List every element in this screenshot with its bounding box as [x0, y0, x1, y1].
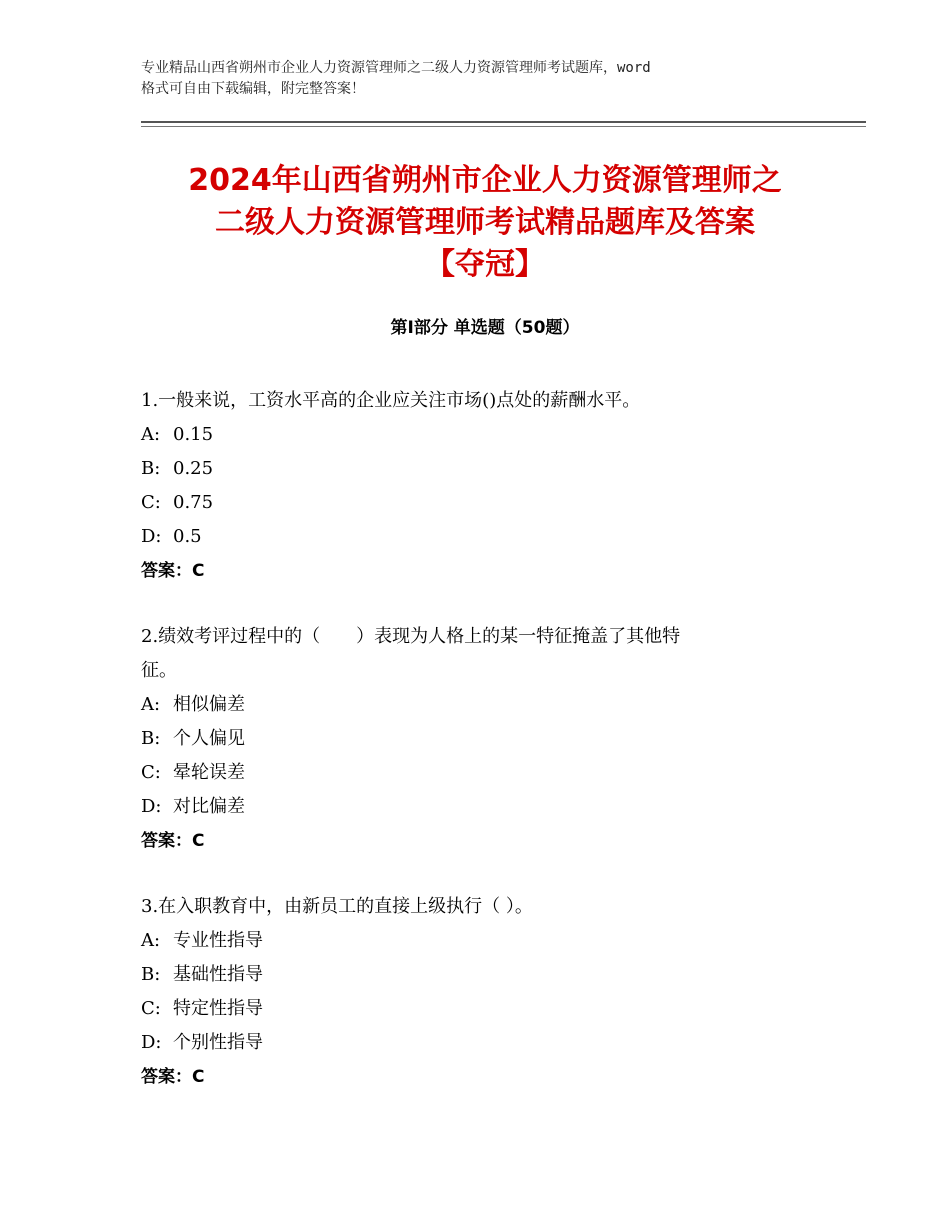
option-key: C: [141, 492, 161, 513]
option-key: D: [141, 796, 162, 817]
option-key: D: [141, 1032, 162, 1053]
option-text: 0.25 [173, 458, 214, 479]
question-stem: 2.绩效考评过程中的（ ）表现为人格上的某一特征掩盖了其他特 [141, 626, 681, 647]
option-text: 0.5 [173, 526, 202, 547]
question-stem: 3.在入职教育中，由新员工的直接上级执行（ ）。 [141, 896, 533, 917]
option-text: 基础性指导 [173, 964, 263, 985]
question-list [141, 384, 841, 1094]
option-d [141, 790, 841, 824]
question-spacer [141, 858, 841, 890]
title-line-2: 二级人力资源管理师考试精品题库及答案 [215, 205, 755, 240]
option-key: C: [141, 762, 161, 783]
option-key: A: [141, 930, 161, 951]
option-text: 专业性指导 [173, 930, 263, 951]
header-note-line-2: 格式可自由下载编辑，附完整答案！ [141, 81, 365, 97]
option-key: B: [141, 458, 161, 479]
option-key: B: [141, 728, 161, 749]
answer: 答案：C [141, 831, 205, 851]
option-key: C: [141, 998, 161, 1019]
option-key: A: [141, 424, 161, 445]
question-3 [141, 890, 841, 1094]
option-text: 0.75 [173, 492, 214, 513]
option-a [141, 418, 841, 452]
section-heading: 第Ⅰ部分 单选题（50题） [390, 318, 580, 338]
header-divider-thin [141, 126, 866, 127]
document-title [100, 160, 870, 286]
option-d [141, 1026, 841, 1060]
title-line-1: 2024年山西省朔州市企业人力资源管理师之 [188, 163, 782, 198]
header-note-line-1: 专业精品山西省朔州市企业人力资源管理师之二级人力资源管理师考试题库，word [141, 60, 651, 76]
option-b [141, 452, 841, 486]
option-key: A: [141, 694, 161, 715]
option-text: 特定性指导 [173, 998, 263, 1019]
header-note [141, 58, 831, 100]
option-key: D: [141, 526, 162, 547]
option-key: B: [141, 964, 161, 985]
header-divider-thick [141, 121, 866, 123]
option-text: 0.15 [173, 424, 214, 445]
question-1 [141, 384, 841, 588]
question-stem: 1.一般来说，工资水平高的企业应关注市场()点处的薪酬水平。 [141, 390, 641, 411]
option-a [141, 924, 841, 958]
option-c [141, 756, 841, 790]
option-text: 个人偏见 [173, 728, 245, 749]
option-text: 晕轮误差 [173, 762, 245, 783]
question-spacer [141, 588, 841, 620]
option-text: 相似偏差 [173, 694, 245, 715]
answer: 答案：C [141, 1067, 205, 1087]
option-c [141, 992, 841, 1026]
option-text: 个别性指导 [173, 1032, 263, 1053]
title-line-3: 【夺冠】 [425, 247, 545, 282]
option-text: 对比偏差 [173, 796, 245, 817]
option-d [141, 520, 841, 554]
question-2 [141, 620, 841, 858]
question-stem-continued: 征。 [141, 660, 177, 681]
option-b [141, 958, 841, 992]
option-b [141, 722, 841, 756]
answer: 答案：C [141, 561, 205, 581]
option-c [141, 486, 841, 520]
option-a [141, 688, 841, 722]
